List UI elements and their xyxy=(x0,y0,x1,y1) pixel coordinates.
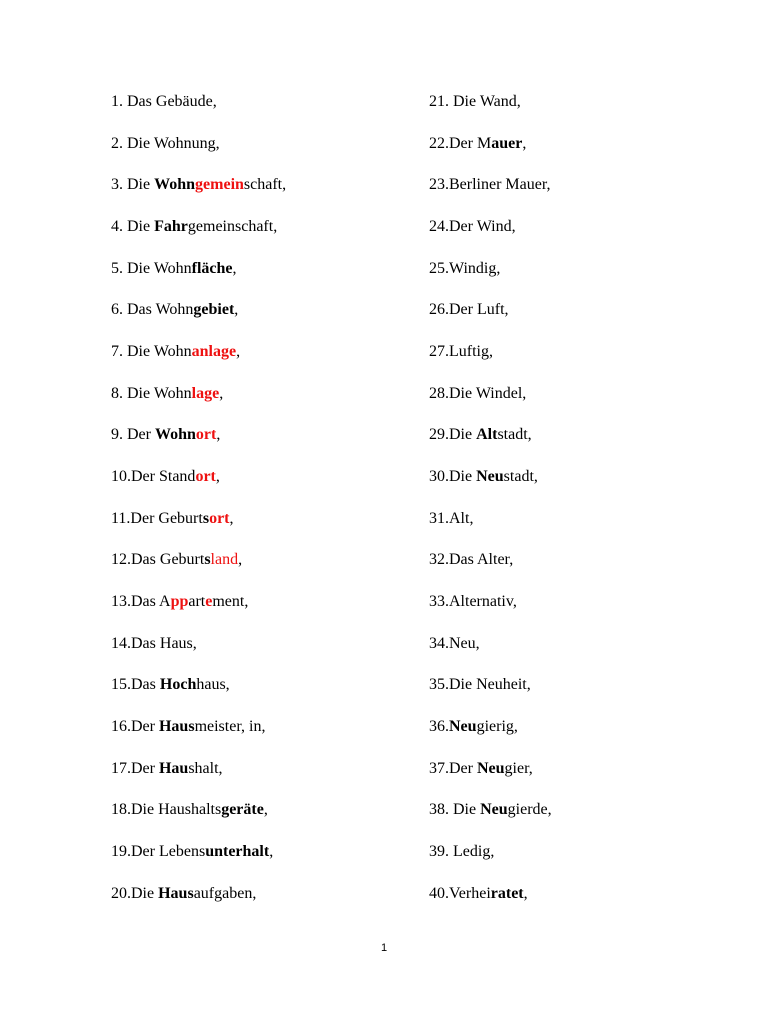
vocabulary-entry xyxy=(111,173,411,215)
vocabulary-entry xyxy=(111,715,411,757)
entry-text: , xyxy=(234,301,239,319)
vocabulary-entry xyxy=(111,673,411,715)
entry-text: gierig, xyxy=(476,718,518,736)
entry-text: 16.Der xyxy=(111,718,159,736)
entry-text: , xyxy=(238,551,243,569)
highlighted-emphasized-text: ort xyxy=(209,509,230,527)
vocabulary-entry xyxy=(429,382,729,424)
highlighted-emphasized-text: lage xyxy=(191,384,220,402)
vocabulary-entry xyxy=(429,90,729,132)
entry-text: 7. Die Wohn xyxy=(111,343,192,361)
entry-text: 22.Der M xyxy=(429,134,492,152)
entry-text: 2. Die Wohnung, xyxy=(111,134,220,152)
entry-text: 24.Der Wind, xyxy=(429,218,516,236)
entry-text: ment, xyxy=(212,593,249,611)
entry-text: 40.Verhei xyxy=(429,884,491,902)
vocabulary-entry xyxy=(111,548,411,590)
vocabulary-entry xyxy=(429,132,729,174)
entry-text: 12.Das Geburt xyxy=(111,551,205,569)
emphasized-text: Wohn xyxy=(154,426,196,444)
entry-text: gier, xyxy=(504,759,533,777)
vocabulary-entry xyxy=(111,465,411,507)
vocabulary-entry xyxy=(429,257,729,299)
entry-text: aufgaben, xyxy=(193,884,257,902)
entry-text: 1. Das Gebäude, xyxy=(111,93,217,110)
entry-text: , xyxy=(219,384,224,402)
emphasized-text: geräte xyxy=(221,801,264,819)
entry-text: shalt, xyxy=(188,759,223,777)
vocabulary-entry xyxy=(111,132,411,174)
entry-text: , xyxy=(215,468,220,486)
entry-text: 11.Der Geburt xyxy=(111,509,203,527)
entry-text: 37.Der xyxy=(429,759,477,777)
entry-text: 10.Der Stand xyxy=(111,468,196,486)
entry-text: 26.Der Luft, xyxy=(429,301,509,319)
entry-text: 38. Die xyxy=(429,801,481,819)
page-number: 1 xyxy=(380,942,388,954)
emphasized-text: Hau xyxy=(158,759,189,777)
vocabulary-entry xyxy=(429,840,729,882)
entry-text: 5. Die Wohn xyxy=(111,259,192,277)
entry-text: , xyxy=(269,843,274,861)
emphasized-text: Fahr xyxy=(154,218,188,236)
entry-text: stadt, xyxy=(497,426,532,444)
highlighted-emphasized-text: e xyxy=(205,593,213,611)
highlighted-emphasized-text: pp xyxy=(170,593,189,611)
emphasized-text: Neu xyxy=(449,718,477,736)
emphasized-text: Wohn xyxy=(154,176,196,194)
vocabulary-entry xyxy=(429,298,729,340)
entry-text: stadt, xyxy=(503,468,538,486)
emphasized-text: Hoch xyxy=(159,676,197,694)
vocabulary-entry xyxy=(429,798,729,840)
emphasized-text: fläche xyxy=(191,259,233,277)
entry-text: 15.Das xyxy=(111,676,160,694)
emphasized-text: Haus xyxy=(158,884,194,902)
vocabulary-entry xyxy=(111,257,411,299)
entry-text: 23.Berliner Mauer, xyxy=(429,176,551,194)
highlighted-emphasized-text: ort xyxy=(195,468,216,486)
entry-text: gemeinschaft, xyxy=(187,218,278,236)
entry-text: 20.Die xyxy=(111,884,159,902)
entry-text: art xyxy=(188,593,206,611)
vocabulary-entry xyxy=(429,340,729,382)
entry-text: gierde, xyxy=(507,801,552,819)
vocabulary-entry xyxy=(429,590,729,632)
emphasized-text: Neu xyxy=(476,468,504,486)
vocabulary-list-right xyxy=(429,90,729,923)
entry-text: 33.Alternativ, xyxy=(429,593,517,611)
vocabulary-entry xyxy=(429,215,729,257)
entry-text: 19.Der Lebens xyxy=(111,843,206,861)
vocabulary-entry xyxy=(429,632,729,674)
emphasized-text: Haus xyxy=(158,718,195,736)
highlighted-text: land xyxy=(210,551,239,569)
entry-text: 3. Die xyxy=(111,176,155,194)
emphasized-text: unterhalt xyxy=(205,843,270,861)
entry-text: , xyxy=(523,884,528,902)
entry-text: , xyxy=(232,259,237,277)
entry-text: haus, xyxy=(196,676,230,694)
entry-text: , xyxy=(229,509,234,527)
entry-text: 39. Ledig, xyxy=(429,843,495,861)
vocabulary-entry xyxy=(111,90,411,132)
entry-text: 30.Die xyxy=(429,468,477,486)
vocabulary-entry xyxy=(429,757,729,799)
entry-text: 8. Die Wohn xyxy=(111,384,192,402)
entry-text: 25.Windig, xyxy=(429,259,501,277)
entry-text: 18.Die Haushalts xyxy=(111,801,222,819)
entry-text: 34.Neu, xyxy=(429,634,480,652)
vocabulary-entry xyxy=(429,423,729,465)
entry-text: 21. Die Wand, xyxy=(429,93,521,110)
emphasized-text: Alt xyxy=(476,426,498,444)
entry-text: 31.Alt, xyxy=(429,509,474,527)
entry-text: 32.Das Alter, xyxy=(429,551,514,569)
vocabulary-entry xyxy=(111,798,411,840)
entry-text: , xyxy=(236,343,241,361)
vocabulary-entry xyxy=(429,548,729,590)
vocabulary-entry xyxy=(429,465,729,507)
entry-text: , xyxy=(522,134,527,152)
emphasized-text: Neu xyxy=(476,759,505,777)
vocabulary-entry xyxy=(111,382,411,424)
entry-text: 28.Die Windel, xyxy=(429,384,527,402)
emphasized-text: s xyxy=(202,509,210,527)
emphasized-text: ratet xyxy=(490,884,524,902)
entry-text: schaft, xyxy=(243,176,287,194)
entry-text: 14.Das Haus, xyxy=(111,634,197,652)
vocabulary-entry xyxy=(111,340,411,382)
entry-text: , xyxy=(216,426,221,444)
entry-text: 35.Die Neuheit, xyxy=(429,676,531,694)
vocabulary-entry xyxy=(111,298,411,340)
entry-text: 6. Das Wohn xyxy=(111,301,194,319)
vocabulary-entry xyxy=(429,715,729,757)
vocabulary-list-left xyxy=(111,90,411,923)
emphasized-text: gebiet xyxy=(193,301,235,319)
vocabulary-entry xyxy=(429,507,729,549)
entry-text: 29.Die xyxy=(429,426,477,444)
entry-text: 27.Luftig, xyxy=(429,343,493,361)
highlighted-emphasized-text: ort xyxy=(195,426,217,444)
emphasized-text: auer xyxy=(491,134,523,152)
vocabulary-entry xyxy=(429,173,729,215)
entry-text: 13.Das A xyxy=(111,593,171,611)
vocabulary-entry xyxy=(111,757,411,799)
vocabulary-entry xyxy=(429,882,729,924)
vocabulary-entry xyxy=(429,673,729,715)
vocabulary-entry xyxy=(111,423,411,465)
emphasized-text: Neu xyxy=(480,801,508,819)
entry-text: , xyxy=(263,801,268,819)
entry-text: 9. Der xyxy=(111,426,155,444)
emphasized-text: s xyxy=(204,551,211,569)
entry-text: 17.Der xyxy=(111,759,159,777)
highlighted-emphasized-text: anlage xyxy=(191,343,237,361)
vocabulary-entry xyxy=(111,882,411,924)
entry-text: 4. Die xyxy=(111,218,155,236)
entry-text: 36. xyxy=(429,718,449,736)
entry-text: meister, in, xyxy=(194,718,266,736)
vocabulary-entry xyxy=(111,632,411,674)
vocabulary-entry xyxy=(111,507,411,549)
vocabulary-entry xyxy=(111,215,411,257)
vocabulary-entry xyxy=(111,840,411,882)
highlighted-emphasized-text: gemein xyxy=(195,176,244,194)
vocabulary-entry xyxy=(111,590,411,632)
